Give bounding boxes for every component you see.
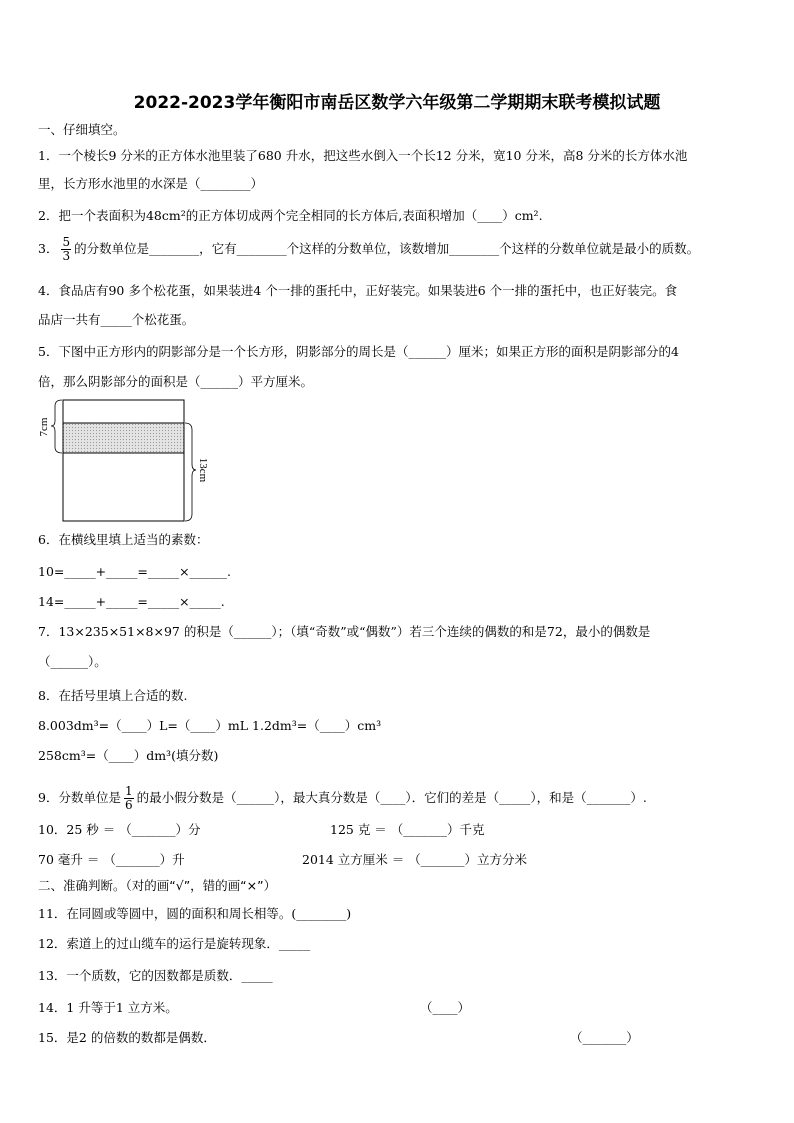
question-8: 8．在括号里填上合适的数. — [38, 688, 188, 703]
fraction-numerator: 1 — [124, 784, 133, 798]
question-8-line-b: 258cm³=（____）dm³(填分数) — [38, 748, 219, 763]
question-13: 13．一个质数，它的因数都是质数．_____ — [38, 968, 273, 983]
question-9 — [38, 785, 647, 812]
question-14-blank: （____） — [420, 1000, 471, 1015]
fraction-denominator: 6 — [124, 798, 133, 812]
question-10-a: 10．25 秒 ＝ （_______）分 — [38, 822, 201, 837]
question-4-line-1: 4．食品店有90 多个松花蛋，如果装进4 个一排的蛋托中，正好装完。如果装进6 个一排的蛋托中，也正好装完。食 — [38, 283, 678, 298]
square-figure — [38, 396, 208, 526]
section-2-heading: 二、准确判断。（对的画“√”，错的画“×”） — [38, 878, 277, 893]
question-14: 14．1 升等于1 立方米。 — [38, 1000, 178, 1015]
question-3-number: 3． — [38, 241, 59, 256]
question-11: 11．在同圆或等圆中，圆的面积和周长相等。(________) — [38, 906, 352, 921]
shaded-rectangle — [63, 423, 184, 453]
question-5-line-2: 倍，那么阴影部分的面积是（______）平方厘米。 — [38, 374, 314, 389]
question-1-line-2: 里，长方形水池里的水深是（________） — [38, 176, 264, 191]
section-1-heading: 一、仔细填空。 — [38, 122, 126, 137]
question-10-d: 2014 立方厘米 ＝ （_______）立方分米 — [302, 852, 527, 867]
question-6: 6．在横线里填上适当的素数： — [38, 532, 209, 547]
question-15-blank: （_______） — [570, 1030, 639, 1045]
question-2: 2．把一个表面积为48cm²的正方体切成两个完全相同的长方体后,表面积增加（____）cm². — [38, 208, 543, 223]
fraction-denominator: 3 — [62, 249, 71, 263]
question-6-line-b: 14=_____+_____=_____×_____. — [38, 594, 225, 609]
question-4-line-2: 品店一共有_____个松花蛋。 — [38, 312, 195, 327]
question-5-line-1: 5．下图中正方形内的阴影部分是一个长方形，阴影部分的周长是（______）厘米；如果正方形的面积是阴影部分的4 — [38, 344, 679, 359]
question-7-line-2: （______）。 — [38, 654, 107, 669]
fraction-1-6 — [124, 785, 134, 812]
fraction-5-3 — [61, 236, 71, 263]
question-9-prefix: 9．分数单位是 — [38, 790, 121, 805]
question-12: 12．索道上的过山缆车的运行是旋转现象．_____ — [38, 936, 311, 951]
fraction-numerator: 5 — [62, 235, 71, 249]
question-10-c: 70 毫升 ＝ （_______）升 — [38, 852, 185, 867]
question-6-line-a: 10=_____+_____=_____×______. — [38, 564, 232, 579]
question-8-line-a: 8.003dm³=（____）L=（____）mL 1.2dm³=（____）cm³ — [38, 718, 382, 733]
question-10-b: 125 克 ＝ （_______）千克 — [330, 822, 485, 837]
page-title: 2022-2023学年衡阳市南岳区数学六年级第二学期期末联考模拟试题 — [133, 93, 661, 113]
question-7-line-1: 7．13×235×51×8×97 的积是（______）；（填“奇数”或“偶数”）若三个连续的偶数的和是72，最小的偶数是 — [38, 624, 651, 639]
question-3 — [38, 236, 699, 263]
question-1-line-1: 1．一个棱长9 分米的正方体水池里装了680 升水，把这些水倒入一个长12 分米，宽10 分米，高8 分米的长方体水池 — [38, 148, 688, 163]
question-15: 15．是2 的倍数的数都是偶数． — [38, 1030, 216, 1045]
label-7cm: 7cm — [38, 417, 50, 437]
brace-13cm — [185, 423, 196, 521]
square-outline — [63, 400, 184, 521]
label-13cm: 13cm — [197, 457, 208, 483]
question-3-text: 的分数单位是________，它有________个这样的分数单位，该数增加________个这样的分数单位就是最小的质数。 — [74, 241, 700, 256]
brace-7cm — [51, 400, 62, 453]
question-9-text: 的最小假分数是（______），最大真分数是（____）．它们的差是（_____），和是（_______）. — [136, 790, 647, 805]
